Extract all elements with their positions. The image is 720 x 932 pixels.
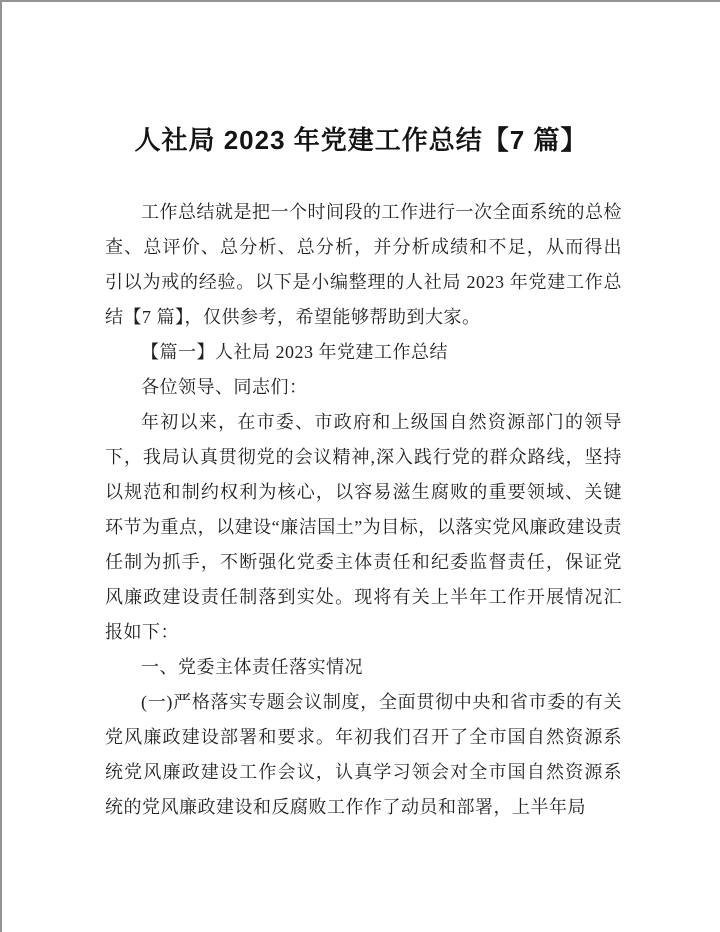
paragraph-intro: 工作总结就是把一个时间段的工作进行一次全面系统的总检查、总评价、总分析、总分析，并分析成绩和不足，从而得出引以为戒的经验。以下是小编整理的人社局 2023 年党建工作总结【7 篇】，仅供参考，希望能够帮助到大家。 bbox=[105, 202, 622, 327]
paragraph-salutation: 各位领导、同志们： bbox=[141, 377, 308, 397]
paragraph-overview: 年初以来，在市委、市政府和上级国自然资源部门的领导下，我局认真贯彻党的会议精神,深入践行党的群众路线，坚持以规范和制约权利为核心，以容易滋生腐败的重要领域、关键环节为重点，以建设“廉洁国土”为目标，以落实党风廉政建设责任制为抓手，不断强化党委主体责任和纪委监督责任，保证党风廉政建设责任制落到实处。现将有关上半年工作开展情况汇报如下： bbox=[105, 412, 622, 642]
document-body bbox=[105, 195, 622, 825]
paragraph-heading-responsibility: 一、党委主体责任落实情况 bbox=[141, 657, 363, 677]
paragraph-section-heading-part1: 【篇一】人社局 2023 年党建工作总结 bbox=[141, 342, 448, 362]
document-title: 人社局 2023 年党建工作总结【7 篇】 bbox=[134, 125, 588, 155]
paragraph-item-one: (一)严格落实专题会议制度，全面贯彻中央和省市委的有关党风廉政建设部署和要求。年初我们召开了全市国自然资源系统党风廉政建设工作会议，认真学习领会对全市国自然资源系统的党风廉政建设和反腐败工作作了动员和部署，上半年局 bbox=[105, 692, 622, 817]
